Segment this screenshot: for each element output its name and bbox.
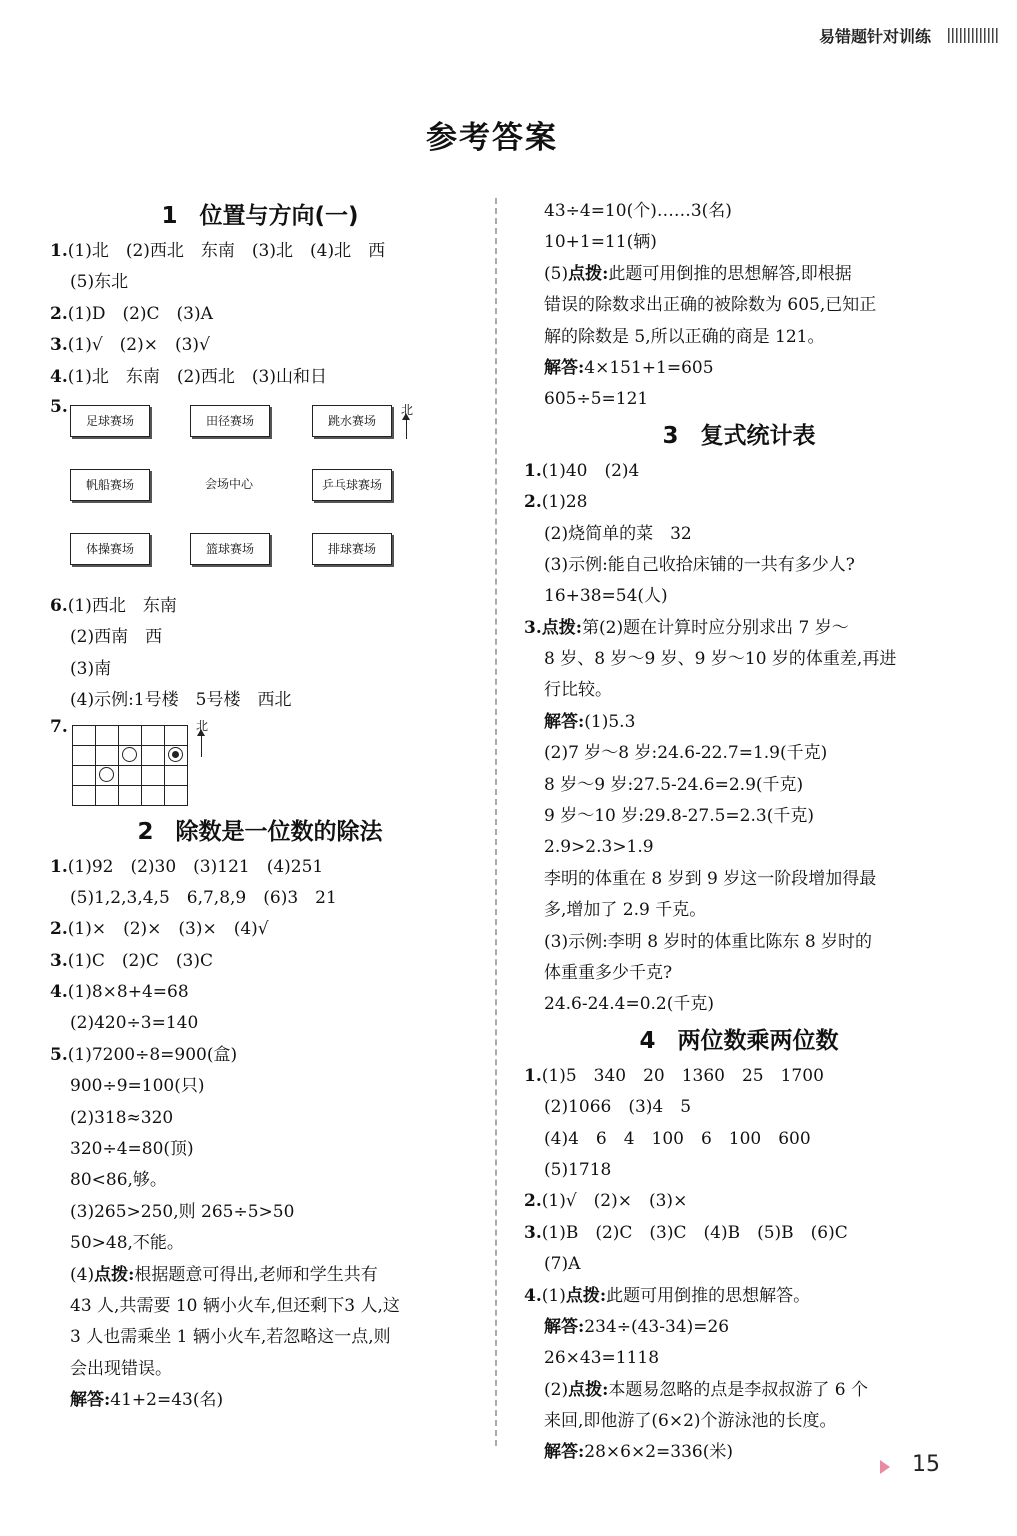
answer-line: 2.9>2.3>1.9 xyxy=(544,837,654,858)
venue-box: 田径赛场 xyxy=(190,405,270,437)
answer-line: 3.(1)B (2)C (3)C (4)B (5)B (6)C xyxy=(524,1222,848,1243)
answer-line: 解答:4×151+1=605 xyxy=(544,357,714,378)
answer-line: (5)点拨:此题可用倒推的思想解答,即根据 xyxy=(544,263,852,284)
venue-box: 排球赛场 xyxy=(312,533,392,565)
answer-line: 4.(1)8×8+4=68 xyxy=(50,982,189,1003)
answer-line: 80<86,够。 xyxy=(70,1170,167,1191)
answer-line: (4)4 6 4 100 6 100 600 xyxy=(544,1128,811,1149)
answer-line: 1.(1)92 (2)30 (3)121 (4)251 xyxy=(50,856,324,877)
answer-line: 错误的除数求出正确的被除数为 605,已知正 xyxy=(544,295,877,316)
answer-line: 会出现错误。 xyxy=(70,1358,172,1379)
answer-line: 2.(1)× (2)× (3)× (4)√ xyxy=(50,919,269,940)
answer-line: (2)点拨:本题易忽略的点是李叔叔游了 6 个 xyxy=(544,1379,868,1400)
north-label: 北 xyxy=(401,402,414,417)
answer-line: 50>48,不能。 xyxy=(70,1233,184,1254)
answer-line: 解答:234÷(43-34)=26 xyxy=(544,1316,730,1337)
filled-circle-marker-icon xyxy=(168,747,183,762)
answer-line: 2.(1)28 xyxy=(524,492,588,513)
answer-line: 解答:(1)5.3 xyxy=(544,711,636,732)
answer-line: 3.(1)C (2)C (3)C xyxy=(50,950,214,971)
answer-line: 24.6-24.4=0.2(千克) xyxy=(544,994,714,1015)
venue-box: 跳水赛场 xyxy=(312,405,392,437)
section-heading-2: 2 除数是一位数的除法 xyxy=(137,818,383,845)
venue-box: 足球赛场 xyxy=(70,405,150,437)
answer-line: 2.(1)√ (2)× (3)× xyxy=(524,1191,688,1212)
answer-line: 体重重多少千克? xyxy=(544,962,673,983)
venue-box: 帆船赛场 xyxy=(70,469,150,501)
answer-line: (4)点拨:根据题意可得出,老师和学生共有 xyxy=(70,1264,378,1285)
answer-line: 43 人,共需要 10 辆小火车,但还剩下3 人,这 xyxy=(70,1295,400,1316)
answer-line: (2)420÷3=140 xyxy=(70,1013,199,1034)
answer-line: (5)1718 xyxy=(544,1159,612,1180)
answer-line: (2)318≈320 xyxy=(70,1107,174,1128)
answer-line: 解答:41+2=43(名) xyxy=(70,1390,224,1411)
north-label: 北 xyxy=(196,718,209,733)
answer-line: 3.点拨:第(2)题在计算时应分别求出 7 岁～ xyxy=(524,617,849,638)
answer-line: 900÷9=100(只) xyxy=(70,1076,205,1097)
answer-line: (3)265>250,则 265÷5>50 xyxy=(70,1201,295,1222)
venue-box: 体操赛场 xyxy=(70,533,150,565)
page-marker-icon xyxy=(880,1460,890,1474)
circle-marker-icon xyxy=(99,767,114,782)
grid-table xyxy=(72,725,188,806)
answer-line: 1.(1)北 (2)西北 东南 (3)北 (4)北 西 xyxy=(50,241,386,261)
header-title: 易错题针对训练 xyxy=(818,27,931,46)
answer-line: 2.(1)D (2)C (3)A xyxy=(50,303,213,324)
answer-line: 26×43=1118 xyxy=(544,1348,660,1369)
section-heading-1: 1 位置与方向(一) xyxy=(161,203,359,229)
venue-box: 篮球赛场 xyxy=(190,533,270,565)
answer-line: (3)示例:李明 8 岁时的体重比陈东 8 岁时的 xyxy=(544,931,873,952)
answer-line: 8 岁、8 岁～9 岁、9 岁～10 岁的体重差,再进 xyxy=(544,649,897,670)
answer-line: (2)1066 (3)4 5 xyxy=(544,1097,692,1118)
column-divider xyxy=(495,198,497,1446)
answer-line: 多,增加了 2.9 千克。 xyxy=(544,900,707,921)
header-decoration xyxy=(948,28,1000,43)
answer-line: (7)A xyxy=(544,1254,581,1275)
answer-line: 5.(1)7200÷8=900(盒) xyxy=(50,1044,238,1065)
page-title: 参考答案 xyxy=(426,120,558,156)
left-column xyxy=(50,196,470,1417)
answer-line: 605÷5=121 xyxy=(544,389,649,410)
answer-line: 10+1=11(辆) xyxy=(544,232,657,253)
answer-line: 6.(1)西北 东南 xyxy=(50,595,177,616)
answer-line: 3 人也需乘坐 1 辆小火车,若忽略这一点,则 xyxy=(70,1327,391,1348)
answer-line: (3)南 xyxy=(70,658,112,679)
circle-marker-icon xyxy=(122,747,137,762)
venue-diagram: 5. 足球赛场 田径赛场 跳水赛场 北 帆船赛场 会场中心 乒乓球赛场 体操赛场 篮球赛场 排球赛场 xyxy=(50,393,470,591)
answer-line: 李明的体重在 8 岁到 9 岁这一阶段增加得最 xyxy=(544,868,877,889)
answer-line: 4.(1)北 东南 (2)西北 (3)山和日 xyxy=(50,366,327,387)
answer-line: 320÷4=80(顶) xyxy=(70,1139,194,1160)
grid-diagram: 7. 北 xyxy=(50,717,470,812)
section-heading-3: 3 复式统计表 xyxy=(662,422,816,449)
answer-line: (5)东北 xyxy=(70,272,129,293)
answer-line: 16+38=54(人) xyxy=(544,586,668,607)
answer-line: (3)示例:能自己收拾床铺的一共有多少人? xyxy=(544,554,855,575)
answer-line: 4.(1)点拨:此题可用倒推的思想解答。 xyxy=(524,1285,811,1306)
answer-line: 解的除数是 5,所以正确的商是 121。 xyxy=(544,326,825,347)
answer-line: 来回,即他游了(6×2)个游泳池的长度。 xyxy=(544,1411,837,1432)
north-arrow-icon xyxy=(201,735,202,757)
answer-line: (4)示例:1号楼 5号楼 西北 xyxy=(70,690,292,711)
answer-line: (2)西南 西 xyxy=(70,627,163,648)
answer-line: 1.(1)40 (2)4 xyxy=(524,460,640,481)
section-heading-4: 4 两位数乘两位数 xyxy=(639,1027,839,1054)
answer-line: (5)1,2,3,4,5 6,7,8,9 (6)3 21 xyxy=(70,887,337,908)
answer-line: 解答:28×6×2=336(米) xyxy=(544,1442,733,1463)
venue-center-label: 会场中心 xyxy=(204,476,253,491)
answer-line: 行比较。 xyxy=(544,680,612,701)
right-column xyxy=(524,196,954,1469)
answer-line: 43÷4=10(个)……3(名) xyxy=(544,201,732,221)
answer-line: 8 岁～9 岁:27.5-24.6=2.9(千克) xyxy=(544,774,804,795)
answer-line: 9 岁～10 岁:29.8-27.5=2.3(千克) xyxy=(544,806,814,827)
page-number: 15 xyxy=(912,1452,940,1477)
north-arrow-icon xyxy=(406,419,407,439)
answer-line: (2)7 岁～8 岁:24.6-22.7=1.9(千克) xyxy=(544,743,828,764)
answer-line: 1.(1)5 340 20 1360 25 1700 xyxy=(524,1065,824,1086)
answer-line: 3.(1)√ (2)× (3)√ xyxy=(50,335,210,356)
venue-box: 乒乓球赛场 xyxy=(312,469,392,501)
answer-line: (2)烧简单的菜 32 xyxy=(544,523,692,544)
